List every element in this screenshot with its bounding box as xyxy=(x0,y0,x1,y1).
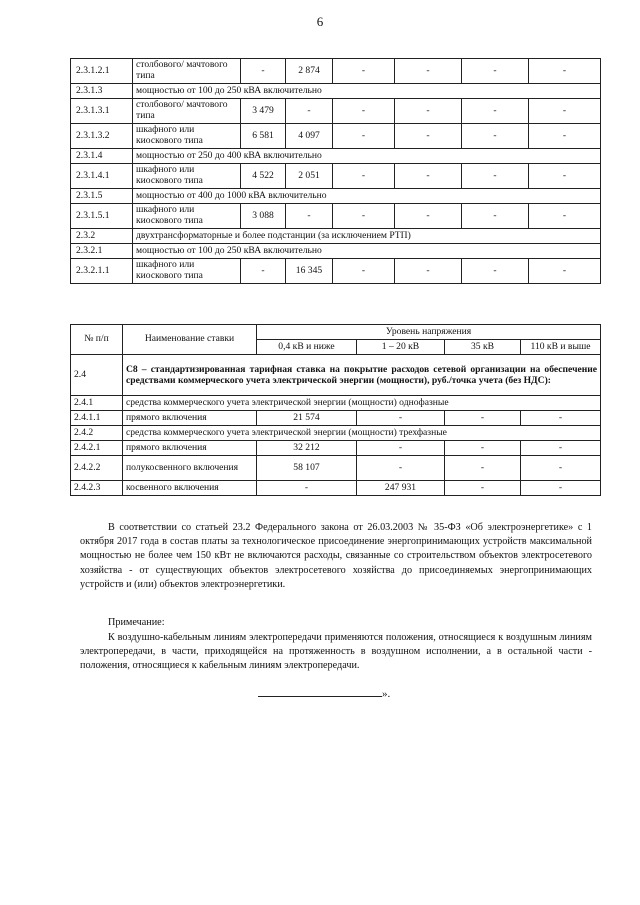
value-cell: - xyxy=(529,99,601,124)
value-cell: - xyxy=(521,441,601,456)
value-cell: - xyxy=(333,164,395,189)
header-level-110kv: 110 кВ и выше xyxy=(521,340,601,355)
note-title: Примечание: xyxy=(108,617,165,628)
row-num: 2.3.2.1 xyxy=(71,244,133,259)
value-cell: - xyxy=(395,259,462,284)
value-cell: 3 479 xyxy=(241,99,286,124)
table-row xyxy=(71,124,601,149)
legal-paragraph: В соответствии со статьей 23.2 Федерального закона от 26.03.2003 № 35-ФЗ «Об электроэнергетике» с 1 октября 2017 года в состав платы за технологическое присоединение энергопринимающих устройств максимальной мощностью не более чем 150 кВт не включаются расходы, связанные со строительством объектов электросетевого хозяйства - от существующих объектов электросетевого хозяйства до присоединяемых энергопринимающих устройств и (или) объектов электроэнергетики. xyxy=(80,522,592,590)
value-cell: 247 931 xyxy=(357,481,445,496)
value-cell: 2 051 xyxy=(286,164,333,189)
value-cell: - xyxy=(241,59,286,84)
table-row xyxy=(71,441,601,456)
value-cell: - xyxy=(529,164,601,189)
value-cell: - xyxy=(529,59,601,84)
header-level-04kv: 0,4 кВ и ниже xyxy=(257,340,357,355)
row-name: шкафного или киоскового типа xyxy=(133,164,241,189)
row-group-label: средства коммерческого учета электрической энергии (мощности) однофазные xyxy=(123,396,601,411)
header-voltage-level: Уровень напряжения xyxy=(257,325,601,340)
table-row xyxy=(71,59,601,84)
value-cell: - xyxy=(445,411,521,426)
value-cell: - xyxy=(445,441,521,456)
row-num: 2.4.1.1 xyxy=(71,411,123,426)
value-cell: - xyxy=(241,259,286,284)
table-row xyxy=(71,149,601,164)
row-name: прямого включения xyxy=(123,411,257,426)
closing-mark xyxy=(258,686,390,700)
row-group-label: мощностью от 100 до 250 кВА включительно xyxy=(133,84,601,99)
row-group-label: мощностью от 400 до 1000 кВА включительно xyxy=(133,189,601,204)
value-cell: 3 088 xyxy=(241,204,286,229)
tariff-table-metering xyxy=(70,324,601,496)
table-row xyxy=(71,229,601,244)
header-level-1-20kv: 1 – 20 кВ xyxy=(357,340,445,355)
row-name: косвенного включения xyxy=(123,481,257,496)
closing-quote: ». xyxy=(382,688,391,700)
table-row xyxy=(71,84,601,99)
row-num: 2.3.1.5.1 xyxy=(71,204,133,229)
value-cell: 16 345 xyxy=(286,259,333,284)
row-num: 2.3.1.5 xyxy=(71,189,133,204)
value-cell: - xyxy=(333,99,395,124)
row-name: шкафного или киоскового типа xyxy=(133,204,241,229)
header-num: № п/п xyxy=(71,325,123,355)
row-num: 2.3.2 xyxy=(71,229,133,244)
table-row xyxy=(71,396,601,411)
value-cell: - xyxy=(395,59,462,84)
c8-num: 2.4 xyxy=(71,355,123,396)
value-cell: - xyxy=(357,456,445,481)
row-name: столбового/ мачтового типа xyxy=(133,99,241,124)
table-row xyxy=(71,426,601,441)
table-row xyxy=(71,244,601,259)
signature-line xyxy=(258,686,382,697)
value-cell: - xyxy=(445,456,521,481)
value-cell: - xyxy=(286,99,333,124)
row-num: 2.3.1.3.1 xyxy=(71,99,133,124)
value-cell: - xyxy=(529,259,601,284)
row-num: 2.4.1 xyxy=(71,396,123,411)
value-cell: - xyxy=(462,99,529,124)
row-name: шкафного или киоскового типа xyxy=(133,259,241,284)
table-row xyxy=(71,456,601,481)
note-text: К воздушно-кабельным линиям электропередачи применяются положения, относящиеся к воздушным линиям электропередачи, в части, приходящейся на протяженность в воздушном исполнении, а в остальной части - положения, относящиеся к кабельным линиям электропередачи. xyxy=(80,632,592,672)
header-level-35kv: 35 кВ xyxy=(445,340,521,355)
value-cell: - xyxy=(462,124,529,149)
value-cell: 58 107 xyxy=(257,456,357,481)
value-cell: 6 581 xyxy=(241,124,286,149)
table-row xyxy=(71,164,601,189)
table-row xyxy=(71,481,601,496)
row-group-label: мощностью от 100 до 250 кВА включительно xyxy=(133,244,601,259)
row-name: прямого включения xyxy=(123,441,257,456)
row-group-label: двухтрансформаторные и более подстанции (за исключением РТП) xyxy=(133,229,601,244)
value-cell: - xyxy=(395,99,462,124)
row-num: 2.3.1.2.1 xyxy=(71,59,133,84)
row-name: столбового/ мачтового типа xyxy=(133,59,241,84)
value-cell: 4 522 xyxy=(241,164,286,189)
value-cell: - xyxy=(333,204,395,229)
value-cell: - xyxy=(357,441,445,456)
value-cell: 4 097 xyxy=(286,124,333,149)
table-row xyxy=(71,204,601,229)
value-cell: - xyxy=(395,164,462,189)
value-cell: - xyxy=(357,411,445,426)
table-row xyxy=(71,99,601,124)
row-num: 2.3.1.4.1 xyxy=(71,164,133,189)
table-row xyxy=(71,259,601,284)
row-num: 2.3.1.3.2 xyxy=(71,124,133,149)
row-group-label: средства коммерческого учета электрической энергии (мощности) трехфазные xyxy=(123,426,601,441)
c8-rate-description: С8 – стандартизированная тарифная ставка на покрытие расходов сетевой организации на обеспечение средствами коммерческого учета электрической энергии (мощности), руб./точка учета (без НДС): xyxy=(123,355,601,396)
value-cell: - xyxy=(333,259,395,284)
row-group-label: мощностью от 250 до 400 кВА включительно xyxy=(133,149,601,164)
row-name: шкафного или киоскового типа xyxy=(133,124,241,149)
value-cell: - xyxy=(529,204,601,229)
row-name: полукосвенного включения xyxy=(123,456,257,481)
row-num: 2.3.1.3 xyxy=(71,84,133,99)
value-cell: - xyxy=(462,164,529,189)
value-cell: - xyxy=(529,124,601,149)
value-cell: - xyxy=(521,411,601,426)
row-num: 2.4.2 xyxy=(71,426,123,441)
value-cell: - xyxy=(445,481,521,496)
value-cell: - xyxy=(462,204,529,229)
row-num: 2.4.2.2 xyxy=(71,456,123,481)
value-cell: - xyxy=(462,59,529,84)
row-num: 2.4.2.1 xyxy=(71,441,123,456)
value-cell: - xyxy=(521,481,601,496)
value-cell: 32 212 xyxy=(257,441,357,456)
value-cell: - xyxy=(333,124,395,149)
tariff-table-substations xyxy=(70,58,601,284)
table-row xyxy=(71,411,601,426)
table-row xyxy=(71,189,601,204)
value-cell: 21 574 xyxy=(257,411,357,426)
row-num: 2.3.2.1.1 xyxy=(71,259,133,284)
value-cell: - xyxy=(521,456,601,481)
row-num: 2.4.2.3 xyxy=(71,481,123,496)
value-cell: 2 874 xyxy=(286,59,333,84)
value-cell: - xyxy=(257,481,357,496)
row-num: 2.3.1.4 xyxy=(71,149,133,164)
value-cell: - xyxy=(395,204,462,229)
value-cell: - xyxy=(462,259,529,284)
page-number: 6 xyxy=(316,14,324,29)
value-cell: - xyxy=(286,204,333,229)
value-cell: - xyxy=(333,59,395,84)
header-rate-name: Наименование ставки xyxy=(123,325,257,355)
value-cell: - xyxy=(395,124,462,149)
